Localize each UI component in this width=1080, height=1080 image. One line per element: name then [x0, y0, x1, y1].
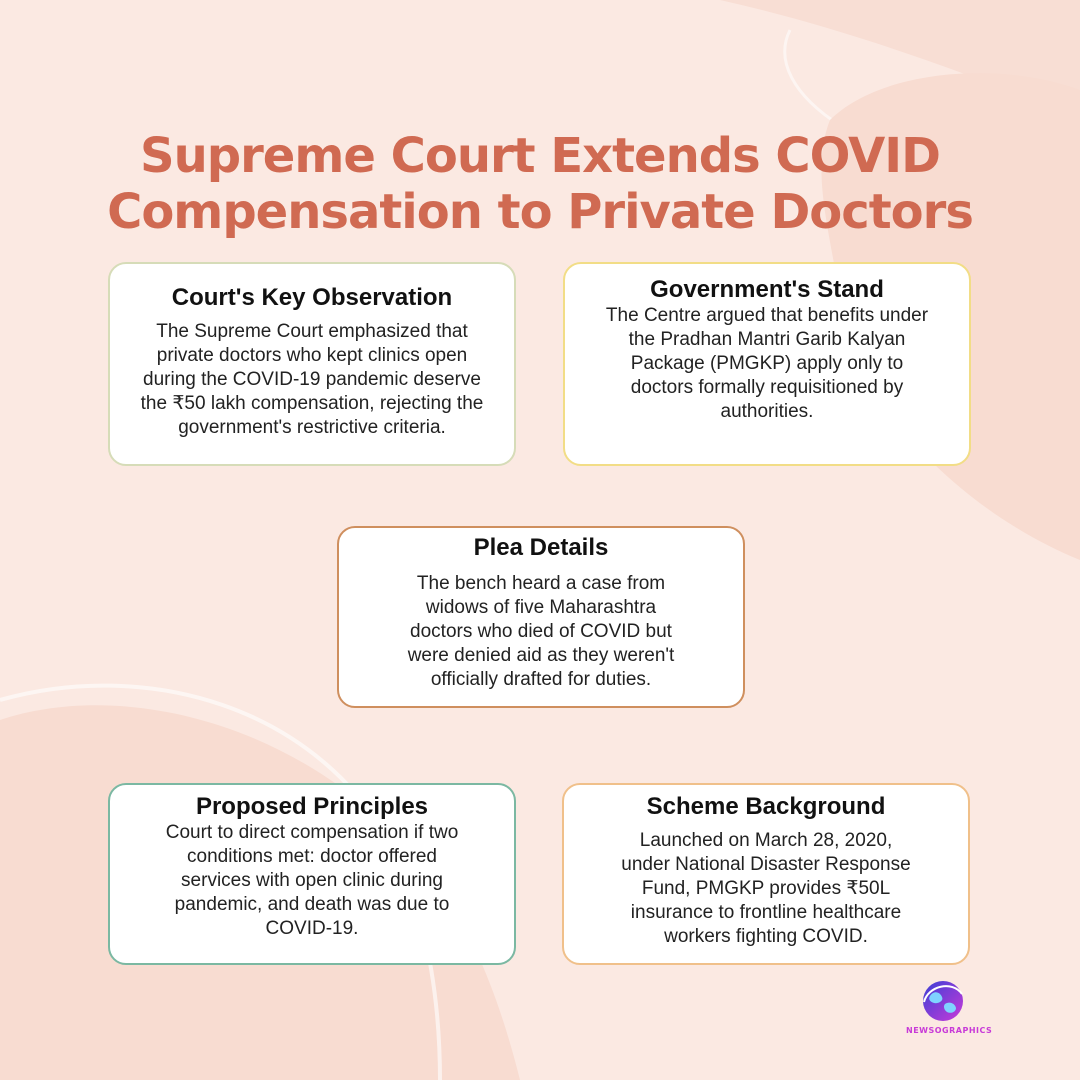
card-line: workers fighting COVID.	[664, 926, 868, 947]
page-title	[0, 128, 1080, 240]
card-line: under National Disaster Response	[621, 854, 911, 875]
card-line: conditions met: doctor offered	[187, 846, 437, 867]
card-line: The Centre argued that benefits under	[605, 305, 929, 326]
brand-logo	[906, 976, 993, 1040]
card-heading: Plea Details	[473, 534, 609, 561]
card-line: The Supreme Court emphasized that	[156, 321, 468, 342]
card-key-observation	[108, 262, 516, 466]
brand-name: NEWSOGRAPHICS	[906, 1026, 993, 1035]
card-line: The bench heard a case from	[416, 573, 666, 594]
card-government-stand	[563, 262, 971, 466]
card-line: services with open clinic during	[181, 870, 443, 891]
title-line-1: Supreme Court Extends COVID	[140, 128, 940, 184]
card-line: Launched on March 28, 2020,	[639, 830, 893, 851]
card-line: the Pradhan Mantri Garib Kalyan	[628, 329, 906, 350]
card-line: officially drafted for duties.	[430, 669, 652, 690]
card-line: insurance to frontline healthcare	[630, 902, 902, 923]
card-body	[579, 304, 955, 424]
title-line-2: Compensation to Private Doctors	[107, 184, 973, 240]
card-body	[353, 572, 729, 692]
card-line: doctors formally requisitioned by	[630, 377, 904, 398]
card-heading: Proposed Principles	[195, 793, 429, 820]
card-line: doctors who died of COVID but	[410, 621, 672, 642]
card-line: pandemic, and death was due to	[174, 894, 450, 915]
card-plea-details	[337, 526, 745, 708]
card-line: widows of five Maharashtra	[425, 597, 657, 618]
card-line: during the COVID-19 pandemic deserve	[143, 369, 481, 390]
globe-logo-icon	[918, 976, 968, 1026]
card-heading: Court's Key Observation	[171, 284, 453, 311]
card-line: COVID-19.	[265, 918, 359, 939]
card-line: the ₹50 lakh compensation, rejecting the	[140, 393, 484, 414]
card-scheme-background	[562, 783, 970, 965]
card-heading: Government's Stand	[650, 276, 884, 303]
card-line: Package (PMGKP) apply only to	[630, 353, 904, 374]
card-line: authorities.	[720, 401, 814, 422]
card-body	[578, 829, 954, 949]
card-line: Fund, PMGKP provides ₹50L	[641, 878, 891, 899]
card-line: Court to direct compensation if two	[165, 822, 459, 843]
card-line: government's restrictive criteria.	[178, 417, 446, 438]
card-heading: Scheme Background	[646, 793, 886, 820]
card-line: private doctors who kept clinics open	[156, 345, 468, 366]
card-body	[124, 821, 500, 941]
card-line: were denied aid as they weren't	[407, 645, 675, 666]
card-proposed-principles	[108, 783, 516, 965]
card-body	[124, 320, 500, 440]
